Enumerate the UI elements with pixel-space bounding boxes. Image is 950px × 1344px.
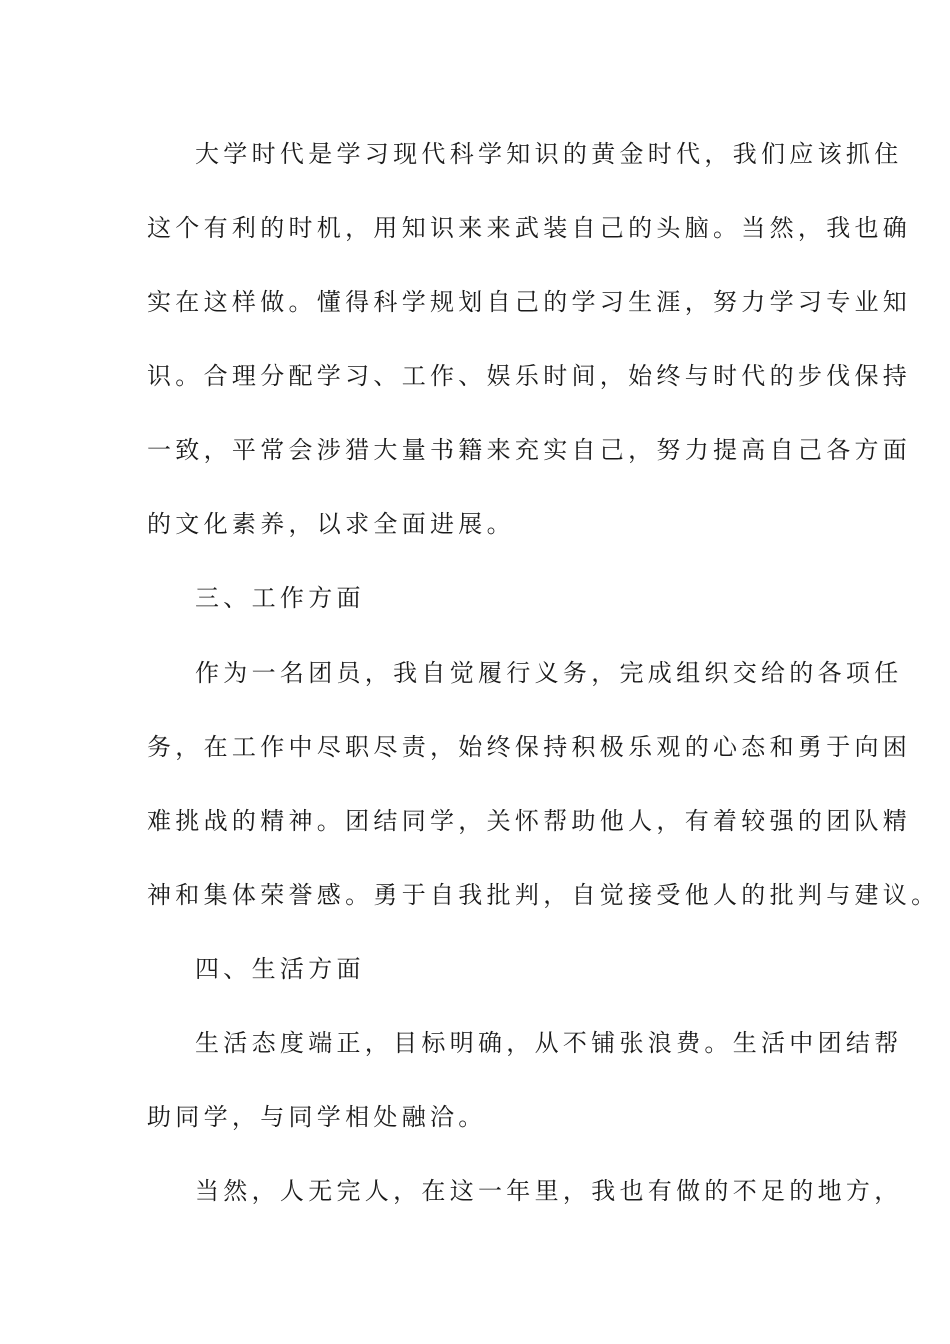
paragraph-line: 助同学，与同学相处融洽。: [147, 1103, 487, 1131]
section-heading-work: 三、工作方面: [195, 584, 365, 612]
section-heading-life: 四、生活方面: [195, 955, 365, 983]
paragraph-line: 实在这样做。懂得科学规划自己的学习生涯，努力学习专业知: [147, 288, 912, 316]
paragraph-line: 这个有利的时机，用知识来来武装自己的头脑。当然，我也确: [147, 214, 912, 242]
paragraph-line: 当然，人无完人，在这一年里，我也有做的不足的地方，: [195, 1177, 903, 1205]
paragraph-line: 难挑战的精神。团结同学，关怀帮助他人，有着较强的团队精: [147, 807, 912, 835]
paragraph-line: 一致，平常会涉猎大量书籍来充实自己，努力提高自己各方面: [147, 436, 912, 464]
paragraph-line: 神和集体荣誉感。勇于自我批判，自觉接受他人的批判与建议。: [147, 881, 940, 909]
paragraph-line: 大学时代是学习现代科学知识的黄金时代，我们应该抓住: [195, 140, 903, 168]
paragraph-line: 生活态度端正，目标明确，从不铺张浪费。生活中团结帮: [195, 1029, 903, 1057]
paragraph-line: 作为一名团员，我自觉履行义务，完成组织交给的各项任: [195, 659, 903, 687]
paragraph-line: 识。合理分配学习、工作、娱乐时间，始终与时代的步伐保持: [147, 362, 912, 390]
paragraph-line: 务，在工作中尽职尽责，始终保持积极乐观的心态和勇于向困: [147, 733, 912, 761]
paragraph-line: 的文化素养，以求全面进展。: [147, 510, 515, 538]
